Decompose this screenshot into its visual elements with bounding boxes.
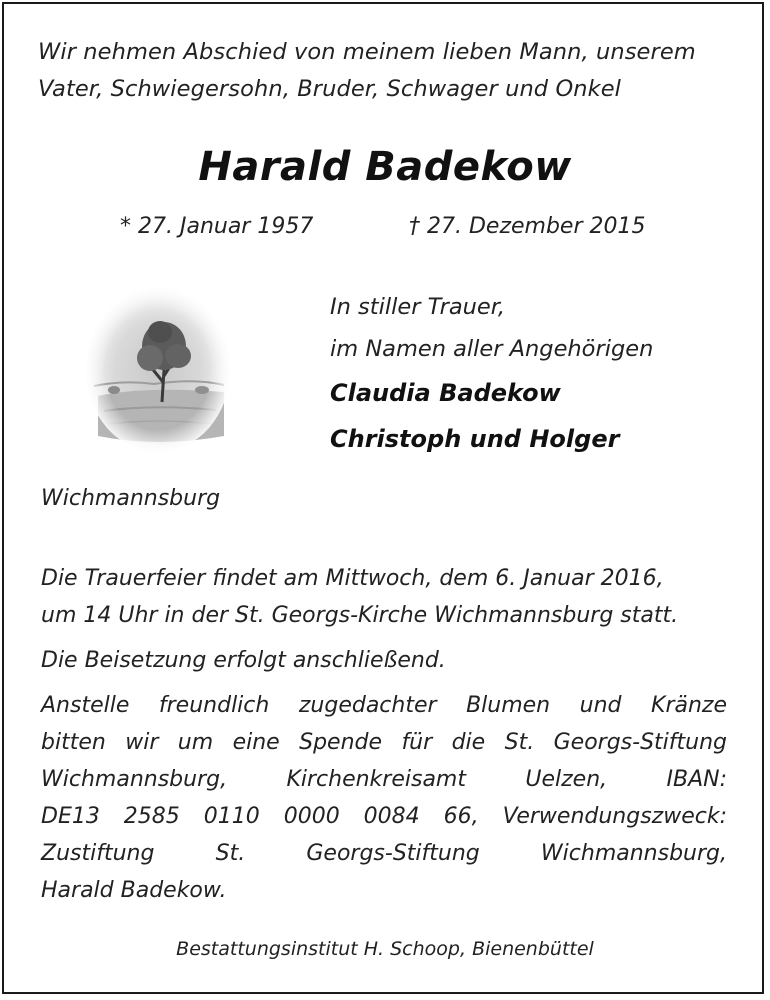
deceased-name: Harald Badekow xyxy=(198,144,572,190)
service-line-2: um 14 Uhr in der St. Georgs-Kirche Wichmannsburg statt. xyxy=(41,603,679,628)
tree-landscape-image xyxy=(84,286,232,454)
donation-line-4: DE13 2585 0110 0000 0084 66, Verwendungszweck: xyxy=(41,804,727,829)
service-details xyxy=(41,560,727,909)
mourner-name-2: Christoph und Holger xyxy=(330,425,620,453)
intro-line-1: Wir nehmen Abschied von meinem lieben Mann, unserem xyxy=(38,39,696,65)
mourners-block xyxy=(330,286,750,462)
birth-date: * 27. Januar 1957 xyxy=(120,214,314,239)
donation-line-3: Wichmannsburg, Kirchenkreisamt Uelzen, IBAN: xyxy=(41,767,727,792)
death-date: † 27. Dezember 2015 xyxy=(409,214,646,239)
mourners-line-1: In stiller Trauer, xyxy=(330,294,506,320)
donation-line-2: bitten wir um eine Spende für die St. Georgs-Stiftung xyxy=(41,730,727,755)
obituary-notice xyxy=(2,2,764,994)
mourners-line-2: im Namen aller Angehörigen xyxy=(330,336,654,362)
burial-line: Die Beisetzung erfolgt anschließend. xyxy=(41,648,446,673)
intro-text xyxy=(38,34,738,108)
intro-line-2: Vater, Schwiegersohn, Bruder, Schwager und Onkel xyxy=(38,76,622,102)
donation-line-5: Zustiftung St. Georgs-Stiftung Wichmannsburg, xyxy=(41,841,727,866)
mourner-name-1: Claudia Badekow xyxy=(330,379,561,407)
donation-line-6: Harald Badekow. xyxy=(41,878,227,903)
funeral-home: Bestattungsinstitut H. Schoop, Bienenbüttel xyxy=(176,938,594,960)
service-line-1: Die Trauerfeier findet am Mittwoch, dem 6. Januar 2016, xyxy=(41,566,664,591)
donation-line-1: Anstelle freundlich zugedachter Blumen und Kränze xyxy=(41,693,727,718)
place: Wichmannsburg xyxy=(41,486,221,511)
